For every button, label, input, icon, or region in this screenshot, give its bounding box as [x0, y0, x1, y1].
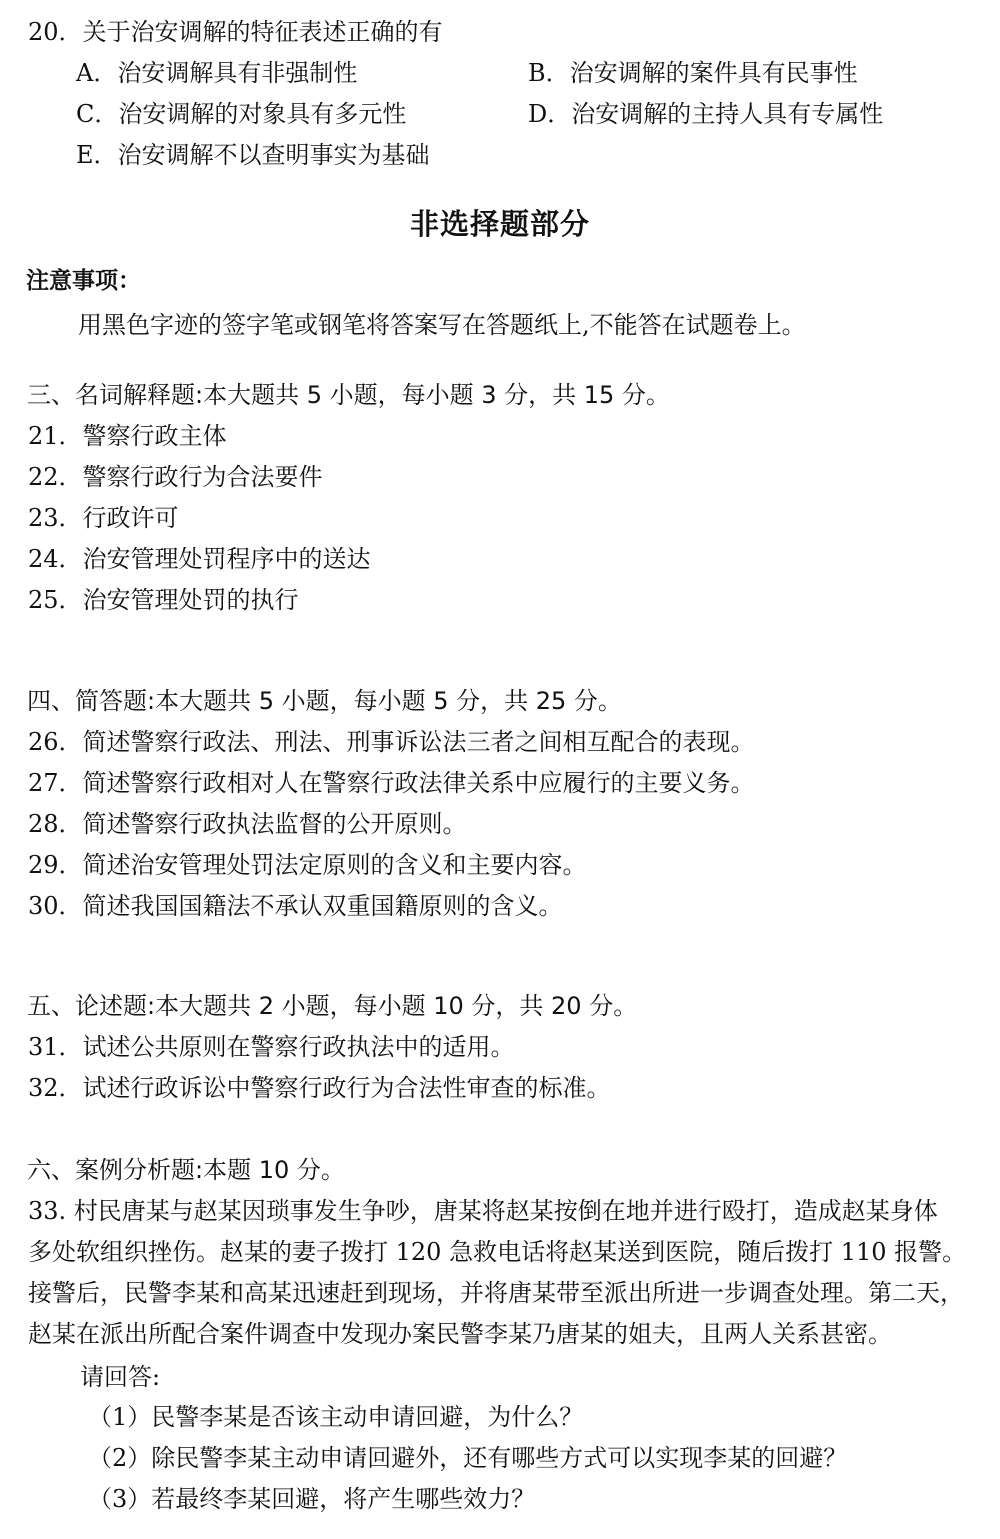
- question-20-stem: 20．关于治安调解的特征表述正确的有: [28, 18, 443, 46]
- case-text-line-2: 多处软组织挫伤。赵某的妻子拨打 120 急救电话将赵某送到医院，随后拨打 110 报警。: [28, 1238, 967, 1266]
- notice-body: 用黑色字迹的签字笔或钢笔将答案写在答题纸上,不能答在试题卷上。: [78, 311, 806, 339]
- notice-heading: 注意事项：: [26, 268, 141, 294]
- question-26: 26．简述警察行政法、刑法、刑事诉讼法三者之间相互配合的表现。: [28, 728, 755, 756]
- question-27: 27．简述警察行政相对人在警察行政法律关系中应履行的主要义务。: [28, 769, 755, 797]
- answer-prompt: 请回答:: [80, 1363, 161, 1391]
- question-25: 25．治安管理处罚的执行: [28, 586, 299, 614]
- sub-question-2: （2）除民警李某主动申请回避外，还有哪些方式可以实现李某的回避？: [88, 1444, 848, 1472]
- sub-question-1: （1）民警李某是否该主动申请回避，为什么？: [88, 1403, 584, 1431]
- section-5-header: 五、论述题:本大题共 2 小题，每小题 10 分，共 20 分。: [27, 992, 638, 1020]
- question-30: 30．简述我国国籍法不承认双重国籍原则的含义。: [28, 892, 563, 920]
- case-text-line-1: 33. 村民唐某与赵某因琐事发生争吵，唐某将赵某按倒在地并进行殴打，造成赵某身体: [28, 1197, 938, 1225]
- question-31: 31．试述公共原则在警察行政执法中的适用。: [28, 1033, 515, 1061]
- question-20-option-c: C．治安调解的对象具有多元性: [76, 100, 407, 128]
- question-20-option-a: A．治安调解具有非强制性: [76, 59, 358, 87]
- question-28: 28．简述警察行政执法监督的公开原则。: [28, 810, 467, 838]
- case-text-line-3: 接警后，民警李某和高某迅速赶到现场，并将唐某带至派出所进一步调查处理。第二天，: [28, 1279, 964, 1307]
- question-24: 24．治安管理处罚程序中的送达: [28, 545, 371, 573]
- non-choice-section-title: 非选择题部分: [409, 207, 590, 241]
- question-32: 32．试述行政诉讼中警察行政行为合法性审查的标准。: [28, 1074, 611, 1102]
- question-20-option-d: D．治安调解的主持人具有专属性: [528, 100, 884, 128]
- section-6-header: 六、案例分析题:本题 10 分。: [27, 1156, 345, 1184]
- sub-question-3: （3）若最终李某回避，将产生哪些效力？: [88, 1485, 536, 1513]
- question-21: 21．警察行政主体: [28, 422, 227, 450]
- case-text-line-4: 赵某在派出所配合案件调查中发现办案民警李某乃唐某的姐夫，且两人关系甚密。: [28, 1320, 892, 1348]
- question-23: 23．行政许可: [28, 504, 179, 532]
- question-20-option-e: E．治安调解不以查明事实为基础: [76, 141, 430, 169]
- question-29: 29．简述治安管理处罚法定原则的含义和主要内容。: [28, 851, 587, 879]
- section-3-header: 三、名词解释题:本大题共 5 小题，每小题 3 分，共 15 分。: [27, 381, 670, 409]
- section-4-header: 四、简答题:本大题共 5 小题，每小题 5 分，共 25 分。: [27, 687, 622, 715]
- question-22: 22．警察行政行为合法要件: [28, 463, 323, 491]
- question-20-option-b: B．治安调解的案件具有民事性: [528, 59, 858, 87]
